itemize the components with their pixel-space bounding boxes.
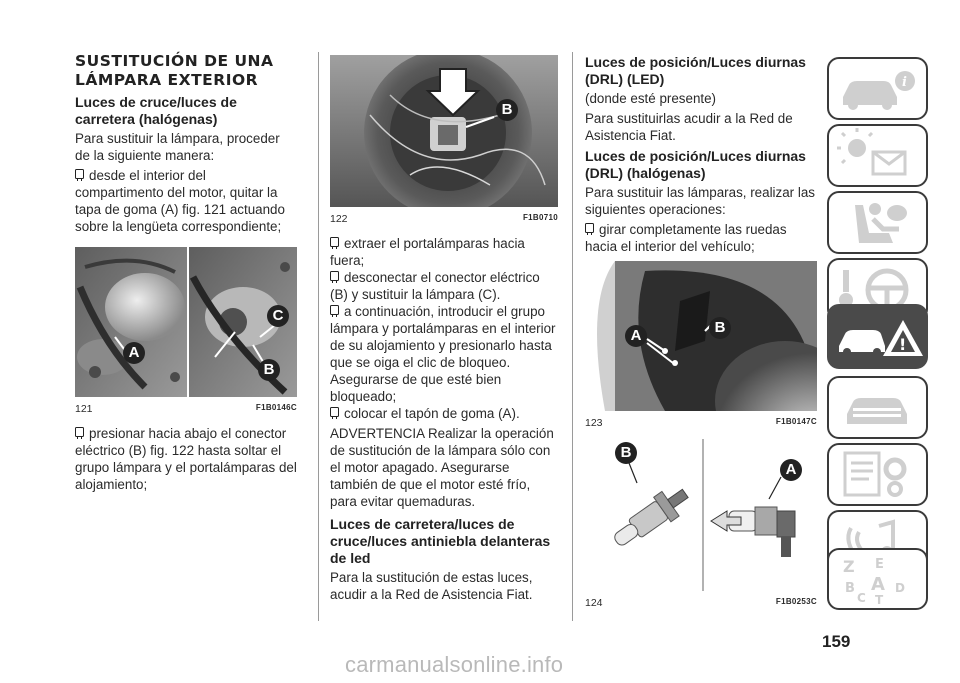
svg-text:i: i <box>902 75 907 90</box>
figure-caption <box>330 213 558 225</box>
technical-data-icon <box>829 445 926 504</box>
figure-caption <box>585 597 817 609</box>
breakdown-triangle-icon <box>829 306 928 367</box>
svg-text:D: D <box>895 581 905 595</box>
step-text: desconectar el conector eléctrico (B) y sustituir la lámpara (C). <box>330 270 540 302</box>
callout-label: A <box>625 325 647 347</box>
callout-label: C <box>267 305 289 327</box>
column-2 <box>330 55 558 606</box>
chapter-tab-info[interactable] <box>827 57 928 120</box>
warning-lights-icon <box>829 126 926 185</box>
figure-number: 122 <box>330 213 348 225</box>
figure-123 <box>585 261 817 416</box>
page-number: 159 <box>822 632 851 651</box>
column-divider <box>572 52 573 621</box>
airbag-seat-icon <box>829 193 926 252</box>
warning-text: ADVERTENCIA Realizar la operación de sustitución de la lámpara sólo con el motor apagado. Asegurarse también de que el motor esté frío, para evitar quemaduras. <box>330 426 554 509</box>
chapter-tab-technical-data[interactable] <box>827 443 928 506</box>
step-item <box>585 221 817 255</box>
bullet-icon <box>330 305 339 315</box>
figure-122 <box>330 55 558 212</box>
step-item <box>75 425 297 493</box>
step-item <box>330 303 558 405</box>
figure-code: F1B0147C <box>775 417 817 426</box>
index-icon <box>829 550 926 608</box>
headlamp-photo <box>330 55 558 207</box>
body-text: Para sustituirlas acudir a la Red de Asistencia Fiat. <box>585 111 793 143</box>
column-divider <box>318 52 319 621</box>
svg-text:C: C <box>857 591 866 605</box>
wheel-arch-photo <box>585 261 817 411</box>
chapter-tab-dashboard[interactable] <box>827 124 928 187</box>
body-text: Para sustituir las lámparas, realizar las siguientes operaciones: <box>585 185 815 217</box>
figure-number: 123 <box>585 417 603 429</box>
note-text: (donde esté presente) <box>585 91 717 106</box>
svg-text:T: T <box>875 593 884 607</box>
figure-124 <box>585 439 817 596</box>
step-item <box>330 405 558 422</box>
callout-label: A <box>780 459 802 481</box>
bullet-icon <box>330 271 339 281</box>
svg-text:E: E <box>875 557 884 572</box>
body-text: Para la sustitución de estas luces, acudir a la Red de Asistencia Fiat. <box>330 570 533 602</box>
step-item <box>330 269 558 303</box>
figure-number: 124 <box>585 597 603 609</box>
svg-text:B: B <box>845 581 855 596</box>
chapter-tab-safety[interactable] <box>827 191 928 254</box>
step-text: presionar hacia abajo el conector eléctrico (B) fig. 122 hasta soltar el grupo lámpara y el portalámparas del alojamiento; <box>75 426 297 492</box>
step-text: colocar el tapón de goma (A). <box>344 406 520 421</box>
callout-label: A <box>123 342 145 364</box>
intro-text: Para sustituir la lámpara, proceder de la siguiente manera: <box>75 131 280 163</box>
bullet-icon <box>330 407 339 417</box>
figure-number: 121 <box>75 403 93 415</box>
bullet-icon <box>330 237 339 247</box>
step-item <box>330 235 558 269</box>
bullet-icon <box>75 169 84 179</box>
subsection-heading: Luces de posición/Luces diurnas (DRL) (halógenas) <box>585 148 806 181</box>
section-heading: SUSTITUCIÓN DE UNA LÁMPARA EXTERIOR <box>75 52 274 89</box>
subsection-heading: Luces de carretera/luces de cruce/luces antiniebla delanteras de led <box>330 516 551 566</box>
svg-text:!: ! <box>899 335 907 354</box>
callout-label: B <box>496 99 518 121</box>
svg-text:A: A <box>871 574 885 595</box>
car-maintenance-icon <box>829 378 926 437</box>
step-item <box>75 167 297 235</box>
figure-caption <box>585 417 817 429</box>
step-text: a continuación, introducir el grupo lámpara y portalámparas en el interior de su alojamiento y presionarlo hasta que se oiga el clic de bloqueo. Asegurarse de que esté bien bloqueado; <box>330 304 556 404</box>
figure-code: F1B0146C <box>255 403 297 412</box>
subsection-heading: Luces de posición/Luces diurnas (DRL) (LED) <box>585 54 806 87</box>
figure-code: F1B0710 <box>522 213 558 222</box>
svg-text:Z: Z <box>843 557 855 576</box>
step-text: extraer el portalámparas hacia fuera; <box>330 236 525 268</box>
callout-label: B <box>709 317 731 339</box>
column-3 <box>585 52 817 619</box>
callout-label: B <box>258 359 280 381</box>
callout-label: B <box>615 442 637 464</box>
chapter-tab-maintenance[interactable] <box>827 376 928 439</box>
bullet-icon <box>585 223 594 233</box>
chapter-tab-emergency[interactable] <box>827 304 928 369</box>
figure-121 <box>75 247 297 402</box>
column-1 <box>75 52 297 493</box>
chapter-tab-index[interactable] <box>827 548 928 610</box>
bullet-icon <box>75 427 84 437</box>
step-text: girar completamente las ruedas hacia el interior del vehículo; <box>585 222 787 254</box>
figure-code: F1B0253C <box>775 597 817 606</box>
car-info-icon <box>829 59 926 118</box>
watermark: carmanualsonline.info <box>345 652 564 677</box>
figure-caption <box>75 403 297 415</box>
subsection-heading: Luces de cruce/luces de carretera (halógenas) <box>75 94 237 127</box>
step-text: desde el interior del compartimento del motor, quitar la tapa de goma (A) fig. 121 actuando sobre la lengüeta correspondiente; <box>75 168 285 234</box>
